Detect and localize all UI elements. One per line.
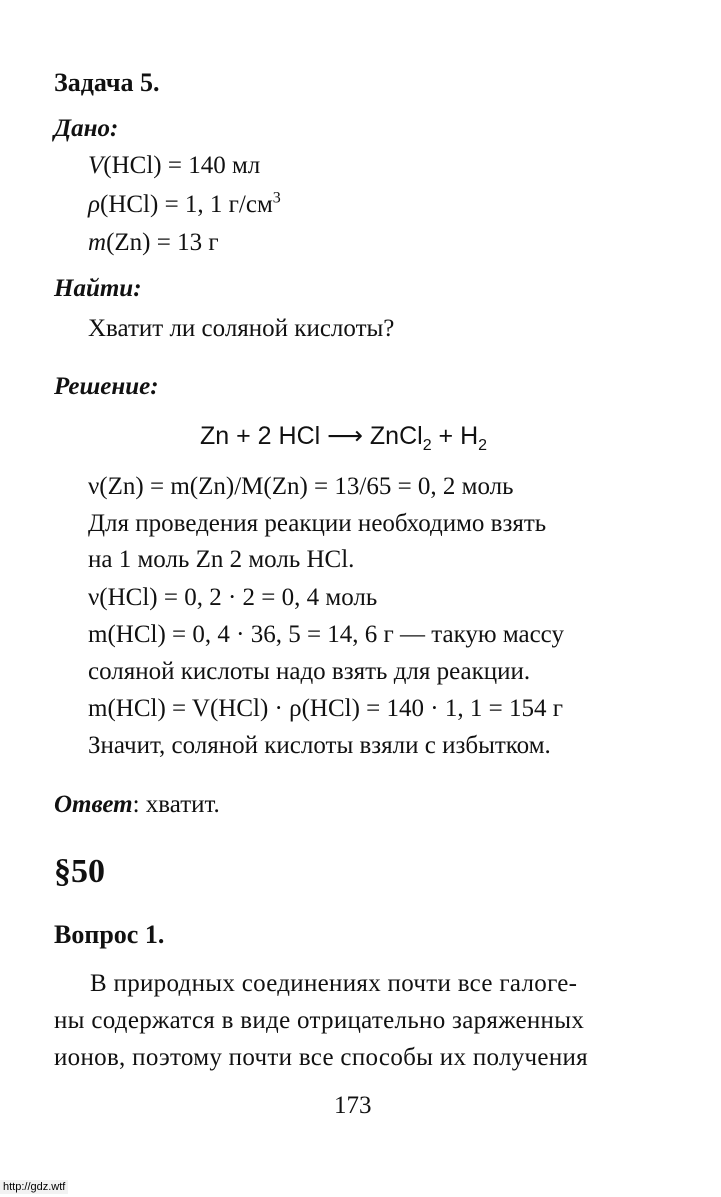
solution-line: соляной кислоты надо взять для реакции. <box>88 658 531 685</box>
paragraph-line: ны содержатся в виде отрицательно заряженных <box>54 1007 585 1034</box>
solution-line: ν(HCl) = 0, 2 · 2 = 0, 4 моль <box>88 584 378 611</box>
section-title: §50 <box>54 853 105 890</box>
solution-line: ν(Zn) = m(Zn)/M(Zn) = 13/65 = 0, 2 моль <box>88 473 514 500</box>
given-line-mass <box>88 230 219 255</box>
answer-label: Ответ <box>54 791 133 818</box>
paragraph-line: ионов, поэтому почти все способы их получения <box>54 1044 588 1071</box>
solution-heading: Решение: <box>54 373 159 400</box>
given-symbol: m <box>88 229 107 256</box>
task-title: Задача 5. <box>54 68 160 97</box>
given-value: (HCl) = 140 мл <box>103 152 261 179</box>
paragraph-line: В природных соединениях почти все галоге- <box>90 970 578 997</box>
given-heading: Дано: <box>54 115 119 142</box>
page-number: 173 <box>334 1092 372 1119</box>
given-line-density <box>88 189 281 218</box>
answer-text: хватит. <box>145 791 220 818</box>
question-title: Вопрос 1. <box>54 920 165 949</box>
solution-line: Значит, соляной кислоты взяли с избытком. <box>88 732 551 759</box>
footer-link[interactable]: http://gdz.wtf <box>0 1180 68 1194</box>
equation-mid: + H <box>431 422 479 450</box>
solution-line: m(HCl) = 0, 4 · 36, 5 = 14, 6 г — такую массу <box>88 621 564 648</box>
given-value: (Zn) = 13 г <box>106 229 219 256</box>
reaction-equation <box>200 422 488 454</box>
answer-line: Ответ: хватит. <box>54 791 220 818</box>
find-heading: Найти: <box>54 275 142 302</box>
given-exponent: 3 <box>272 189 281 207</box>
given-symbol: ρ <box>88 191 100 218</box>
solution-label: Решение <box>54 373 151 400</box>
solution-line: m(HCl) = V(HCl) · ρ(HCl) = 140 · 1, 1 = 154 г <box>88 695 563 722</box>
solution-line: Для проведения реакции необходимо взять <box>88 510 547 537</box>
solution-line: на 1 моль Zn 2 моль HCl. <box>88 546 355 573</box>
find-label: Найти <box>54 275 134 302</box>
given-label: Дано <box>54 115 110 142</box>
equation-sub-2: 2 <box>478 437 488 454</box>
given-value: (HCl) = 1, 1 г/см <box>100 191 273 218</box>
given-line-volume <box>88 153 260 178</box>
given-symbol: V <box>88 152 104 179</box>
find-text: Хватит ли соляной кислоты? <box>88 315 395 342</box>
equation-left: Zn + 2 HCl ⟶ ZnCl <box>200 422 423 450</box>
equation-sub-1: 2 <box>422 437 432 454</box>
